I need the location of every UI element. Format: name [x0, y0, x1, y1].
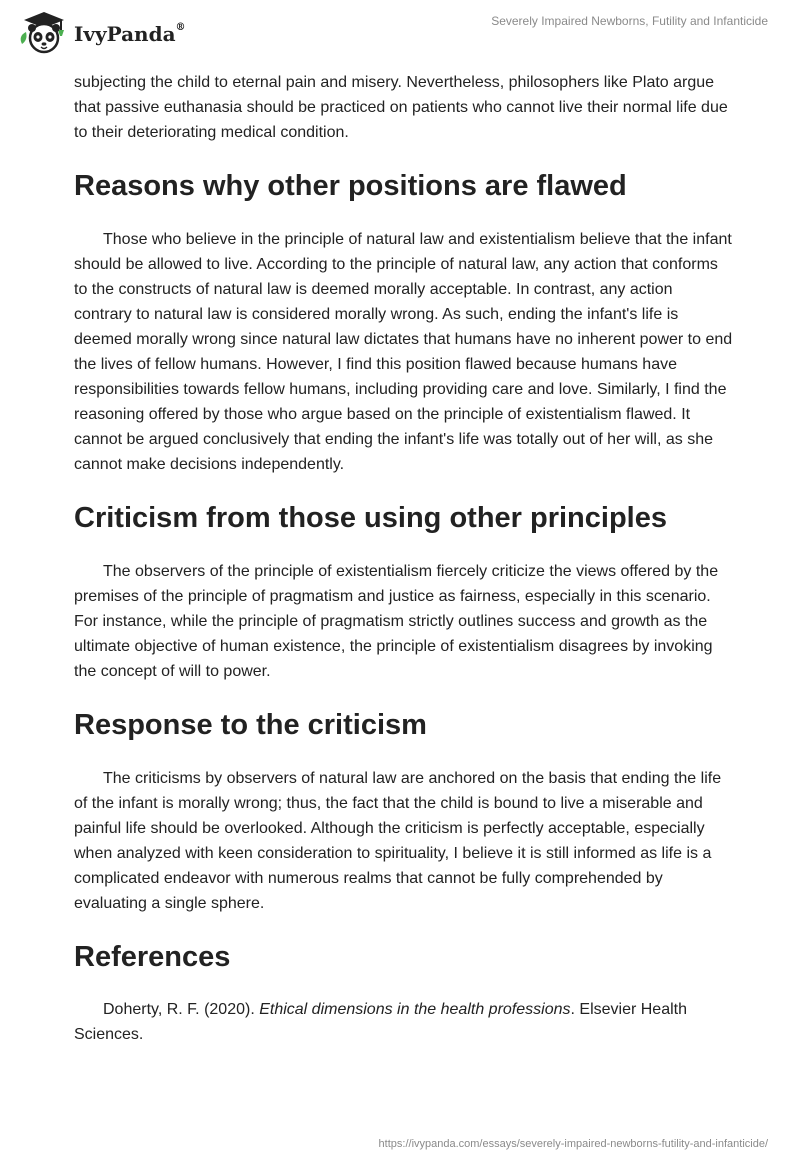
panda-graduate-icon: [16, 8, 72, 56]
heading-references: References: [74, 941, 231, 973]
reference-author: Doherty, R. F. (2020).: [103, 1001, 260, 1018]
intro-paragraph: subjecting the child to eternal pain and misery. Nevertheless, philosophers like Plato argue that passive euthanasia should be practiced on patients who cannot live their normal life due to their deteriorating medical condition.: [74, 74, 728, 141]
essay-body: [74, 70, 734, 1047]
reference-publisher: . Elsevier Health Sciences.: [74, 1001, 687, 1043]
footer-url[interactable]: https://ivypanda.com/essays/severely-impaired-newborns-futility-and-infanticide/: [378, 1138, 768, 1150]
paragraph-reasons-flawed: Those who believe in the principle of natural law and existentialism believe that the infant should be allowed to live. According to the principle of natural law, any action that conforms to the constructs of natural law is deemed morally acceptable. In contrast, any action contrary to natural law is considered morally wrong. As such, ending the infant's life is deemed morally wrong since natural law dictates that humans have no inherent power to end the lives of fellow humans. However, I find this position flawed because humans have responsibilities towards fellow humans, including providing care and love. Similarly, I find the reasoning offered by those who argue based on the principle of existentialism flawed. It cannot be argued conclusively that ending the infant's life was totally out of her will, as she cannot make decisions independently.: [74, 231, 733, 473]
page-header: [0, 0, 800, 64]
heading-reasons-flawed: Reasons why other positions are flawed: [74, 170, 627, 202]
paragraph-response: The criticisms by observers of natural law are anchored on the basis that ending the life of the infant is morally wrong; thus, the fact that the child is bound to live a miserable and painful life should be overlooked. Although the criticism is perfectly acceptable, especially when analyzed with keen consideration to spirituality, I believe it is still informed as life is a complicated endeavor with numerous realms that cannot be fully comprehended by evaluating a single sphere.: [74, 770, 722, 912]
ivypanda-logo[interactable]: [16, 8, 186, 56]
paragraph-criticism: The observers of the principle of existentialism fiercely criticize the views offered by the premises of the principle of pragmatism and justice as fairness, especially in this scenario. For instance, while the principle of pragmatism strictly outlines success and growth as the ultimate objective of human existence, the principle of existentialism disagrees by invoking the concept of will to power.: [74, 563, 719, 680]
heading-response: Response to the criticism: [74, 709, 427, 741]
reference-title: Ethical dimensions in the health professions: [259, 1001, 571, 1018]
reference-entry: [74, 997, 734, 1047]
document-title: Severely Impaired Newborns, Futility and Infanticide: [491, 14, 768, 28]
heading-criticism: Criticism from those using other principles: [74, 502, 667, 534]
logo-text: IvyPanda®: [74, 22, 186, 46]
